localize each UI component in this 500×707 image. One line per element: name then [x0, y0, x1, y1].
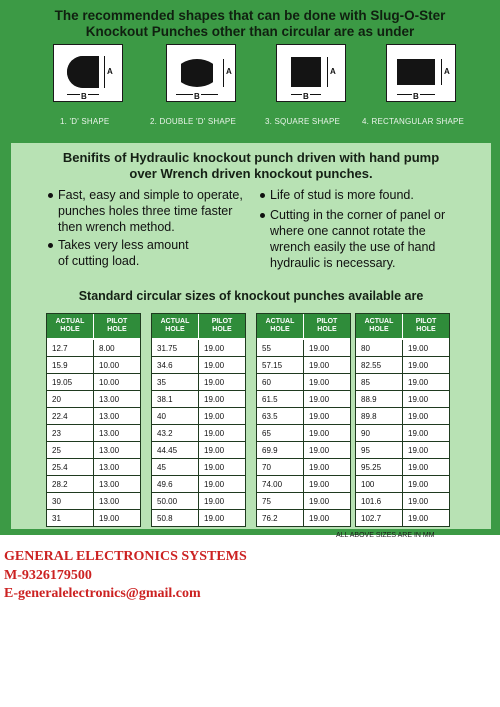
table-row	[47, 340, 140, 357]
pilot-hole-cell: 19.00	[199, 493, 245, 510]
actual-hole-cell: 15.9	[47, 357, 94, 374]
pilot-hole-cell: 19.00	[94, 510, 140, 527]
pilot-hole-cell: 19.00	[304, 493, 350, 510]
actual-hole-cell: 50.00	[152, 493, 199, 510]
header-line: HOLE	[369, 326, 389, 333]
header-line: PILOT	[106, 318, 128, 325]
actual-hole-cell: 101.6	[356, 493, 403, 510]
pilot-hole-cell: 19.00	[304, 340, 350, 357]
table-row	[356, 493, 449, 510]
pilot-hole-cell: 19.00	[199, 459, 245, 476]
pilot-hole-cell: 19.00	[199, 391, 245, 408]
table-row	[47, 391, 140, 408]
table-row	[257, 391, 350, 408]
pilot-hole-cell: 19.00	[304, 476, 350, 493]
table-row	[152, 442, 245, 459]
actual-hole-cell: 82.55	[356, 357, 403, 374]
table-row	[47, 493, 140, 510]
bullet-icon	[260, 213, 265, 218]
pilot-hole-cell: 19.00	[199, 476, 245, 493]
actual-hole-cell: 28.2	[47, 476, 94, 493]
table-row	[47, 459, 140, 476]
table-row	[152, 459, 245, 476]
pilot-hole-cell: 19.00	[199, 425, 245, 442]
table-row	[356, 425, 449, 442]
pilot-hole-cell: 19.00	[199, 442, 245, 459]
table-row	[257, 459, 350, 476]
sizes-note: ALL ABOVE SIZES ARE IN MM	[336, 532, 435, 539]
size-table-1	[46, 313, 141, 527]
table-row	[47, 374, 140, 391]
table-row	[47, 442, 140, 459]
benefit-left-1: Fast, easy and simple to operate, punches holes three time faster then wrench method.	[58, 187, 243, 235]
actual-hole-cell: 38.1	[152, 391, 199, 408]
table-row	[47, 425, 140, 442]
pilot-hole-cell: 19.00	[199, 510, 245, 527]
size-table-4	[355, 313, 450, 527]
actual-hole-cell: 31	[47, 510, 94, 527]
square-shape-icon: A B	[276, 44, 346, 102]
header-line: HOLE	[270, 326, 290, 333]
pilot-hole-cell: 19.00	[199, 357, 245, 374]
shapes-heading	[0, 8, 500, 40]
email-address[interactable]: E-generalelectronics@gmail.com	[4, 586, 201, 601]
actual-hole-cell: 76.2	[257, 510, 304, 527]
actual-hole-cell: 89.8	[356, 408, 403, 425]
pilot-hole-cell: 13.00	[94, 493, 140, 510]
table-row	[47, 476, 140, 493]
pilot-hole-cell: 19.00	[304, 425, 350, 442]
header-line: PILOT	[211, 318, 233, 325]
pilot-hole-cell: 13.00	[94, 459, 140, 476]
table-row	[47, 510, 140, 527]
table-header	[47, 314, 140, 338]
table-row	[356, 459, 449, 476]
table-row	[356, 357, 449, 374]
actual-hole-cell: 85	[356, 374, 403, 391]
actual-hole-cell: 63.5	[257, 408, 304, 425]
pilot-hole-cell: 19.00	[304, 391, 350, 408]
pilot-hole-cell: 19.00	[304, 510, 350, 527]
pilot-hole-cell: 19.00	[199, 340, 245, 357]
benefit-right-2: Cutting in the corner of panel or where one cannot rotate the wrench easily the use of hand hydraulic is necessary.	[270, 207, 445, 271]
pilot-hole-cell: 8.00	[94, 340, 140, 357]
actual-hole-cell: 61.5	[257, 391, 304, 408]
company-name: GENERAL ELECTRONICS SYSTEMS	[4, 549, 247, 564]
actual-hole-cell: 65	[257, 425, 304, 442]
table-row	[356, 442, 449, 459]
actual-hole-cell: 30	[47, 493, 94, 510]
bullet-icon	[48, 243, 53, 248]
actual-hole-cell: 70	[257, 459, 304, 476]
actual-hole-cell: 43.2	[152, 425, 199, 442]
actual-hole-cell: 12.7	[47, 340, 94, 357]
bullet-icon	[48, 193, 53, 198]
pilot-hole-cell: 19.00	[304, 442, 350, 459]
actual-hole-cell: 25.4	[47, 459, 94, 476]
heading-line-2: Knockout Punches other than circular are as under	[85, 24, 415, 39]
actual-hole-cell: 40	[152, 408, 199, 425]
table-row	[257, 476, 350, 493]
shape-caption-square: 3. SQUARE SHAPE	[265, 117, 341, 126]
actual-hole-cell: 34.6	[152, 357, 199, 374]
actual-hole-cell: 88.9	[356, 391, 403, 408]
header-line: ACTUAL	[160, 318, 190, 325]
pilot-hole-cell: 19.00	[403, 408, 449, 425]
table-row	[257, 442, 350, 459]
shape-caption-rectangular: 4. RECTANGULAR SHAPE	[362, 117, 465, 126]
pilot-hole-header	[199, 314, 245, 338]
table-row	[356, 476, 449, 493]
actual-hole-cell: 90	[356, 425, 403, 442]
actual-hole-header	[47, 314, 94, 338]
table-row	[47, 408, 140, 425]
table-row	[257, 357, 350, 374]
header-line: ACTUAL	[364, 318, 394, 325]
rectangular-shape-icon: A B	[386, 44, 456, 102]
size-table-2	[151, 313, 246, 527]
table-title: Standard circular sizes of knockout punches available are	[78, 289, 424, 303]
table-row	[356, 340, 449, 357]
header-line: HOLE	[317, 326, 337, 333]
actual-hole-cell: 19.05	[47, 374, 94, 391]
actual-hole-cell: 35	[152, 374, 199, 391]
table-row	[356, 374, 449, 391]
actual-hole-cell: 95.25	[356, 459, 403, 476]
table-header	[152, 314, 245, 338]
double-d-shape-icon: A B	[166, 44, 236, 102]
actual-hole-header	[152, 314, 199, 338]
table-row	[257, 408, 350, 425]
header-line: PILOT	[415, 318, 437, 325]
table-row	[257, 493, 350, 510]
actual-hole-cell: 80	[356, 340, 403, 357]
table-row	[257, 340, 350, 357]
pilot-hole-cell: 19.00	[304, 459, 350, 476]
header-line: PILOT	[316, 318, 338, 325]
header-line: ACTUAL	[265, 318, 295, 325]
pilot-hole-cell: 13.00	[94, 391, 140, 408]
table-row	[257, 425, 350, 442]
pilot-hole-header	[94, 314, 140, 338]
benefit-left-2: Takes very less amount of cutting load.	[58, 237, 189, 269]
pilot-hole-cell: 19.00	[403, 340, 449, 357]
actual-hole-cell: 23	[47, 425, 94, 442]
actual-hole-cell: 22.4	[47, 408, 94, 425]
header-line: ACTUAL	[55, 318, 85, 325]
pilot-hole-cell: 13.00	[94, 408, 140, 425]
actual-hole-cell: 20	[47, 391, 94, 408]
pilot-hole-cell: 19.00	[403, 391, 449, 408]
table-row	[152, 493, 245, 510]
actual-hole-cell: 75	[257, 493, 304, 510]
table-header	[257, 314, 350, 338]
pilot-hole-cell: 19.00	[403, 459, 449, 476]
actual-hole-header	[257, 314, 304, 338]
pilot-hole-cell: 10.00	[94, 357, 140, 374]
actual-hole-cell: 95	[356, 442, 403, 459]
pilot-hole-cell: 19.00	[403, 425, 449, 442]
pilot-hole-cell: 19.00	[199, 374, 245, 391]
table-row	[356, 510, 449, 527]
pilot-hole-cell: 13.00	[94, 476, 140, 493]
actual-hole-cell: 55	[257, 340, 304, 357]
table-row	[257, 510, 350, 527]
table-row	[152, 357, 245, 374]
table-row	[257, 374, 350, 391]
header-line: HOLE	[416, 326, 436, 333]
pilot-hole-cell: 19.00	[403, 442, 449, 459]
actual-hole-cell: 31.75	[152, 340, 199, 357]
actual-hole-cell: 102.7	[356, 510, 403, 527]
shape-caption-d: 1. 'D' SHAPE	[60, 117, 110, 126]
pilot-hole-cell: 13.00	[94, 425, 140, 442]
table-row	[356, 391, 449, 408]
table-row	[47, 357, 140, 374]
benefits-title: Benifits of Hydraulic knockout punch driven with hand pump over Wrench driven knockout punches.	[62, 150, 440, 181]
header-line: HOLE	[60, 326, 80, 333]
table-row	[152, 408, 245, 425]
table-row	[152, 374, 245, 391]
actual-hole-cell: 69.9	[257, 442, 304, 459]
pilot-hole-cell: 19.00	[304, 408, 350, 425]
pilot-hole-cell: 19.00	[403, 374, 449, 391]
table-row	[356, 408, 449, 425]
actual-hole-cell: 57.15	[257, 357, 304, 374]
pilot-hole-cell: 13.00	[94, 442, 140, 459]
header-line: HOLE	[165, 326, 185, 333]
size-table-3	[256, 313, 351, 527]
table-row	[152, 476, 245, 493]
pilot-hole-header	[403, 314, 449, 338]
pilot-hole-cell: 10.00	[94, 374, 140, 391]
pilot-hole-cell: 19.00	[403, 476, 449, 493]
actual-hole-cell: 25	[47, 442, 94, 459]
table-row	[152, 340, 245, 357]
table-row	[152, 425, 245, 442]
pilot-hole-cell: 19.00	[403, 493, 449, 510]
actual-hole-cell: 49.6	[152, 476, 199, 493]
benefit-right-1: Life of stud is more found.	[270, 187, 414, 203]
actual-hole-cell: 74.00	[257, 476, 304, 493]
mobile-number: M-9326179500	[4, 568, 92, 583]
pilot-hole-cell: 19.00	[403, 357, 449, 374]
table-row	[152, 510, 245, 527]
actual-hole-cell: 44.45	[152, 442, 199, 459]
pilot-hole-cell: 19.00	[304, 357, 350, 374]
pilot-hole-header	[304, 314, 350, 338]
pilot-hole-cell: 19.00	[403, 510, 449, 527]
actual-hole-cell: 45	[152, 459, 199, 476]
actual-hole-cell: 50.8	[152, 510, 199, 527]
heading-line-1: The recommended shapes that can be done with Slug-O-Ster	[54, 8, 446, 23]
bullet-icon	[260, 193, 265, 198]
actual-hole-cell: 60	[257, 374, 304, 391]
table-row	[152, 391, 245, 408]
pilot-hole-cell: 19.00	[199, 408, 245, 425]
table-header	[356, 314, 449, 338]
actual-hole-header	[356, 314, 403, 338]
header-line: HOLE	[212, 326, 232, 333]
header-line: HOLE	[107, 326, 127, 333]
actual-hole-cell: 100	[356, 476, 403, 493]
pilot-hole-cell: 19.00	[304, 374, 350, 391]
d-shape-icon: A B	[53, 44, 123, 102]
shape-caption-double-d: 2. DOUBLE 'D' SHAPE	[150, 117, 236, 126]
